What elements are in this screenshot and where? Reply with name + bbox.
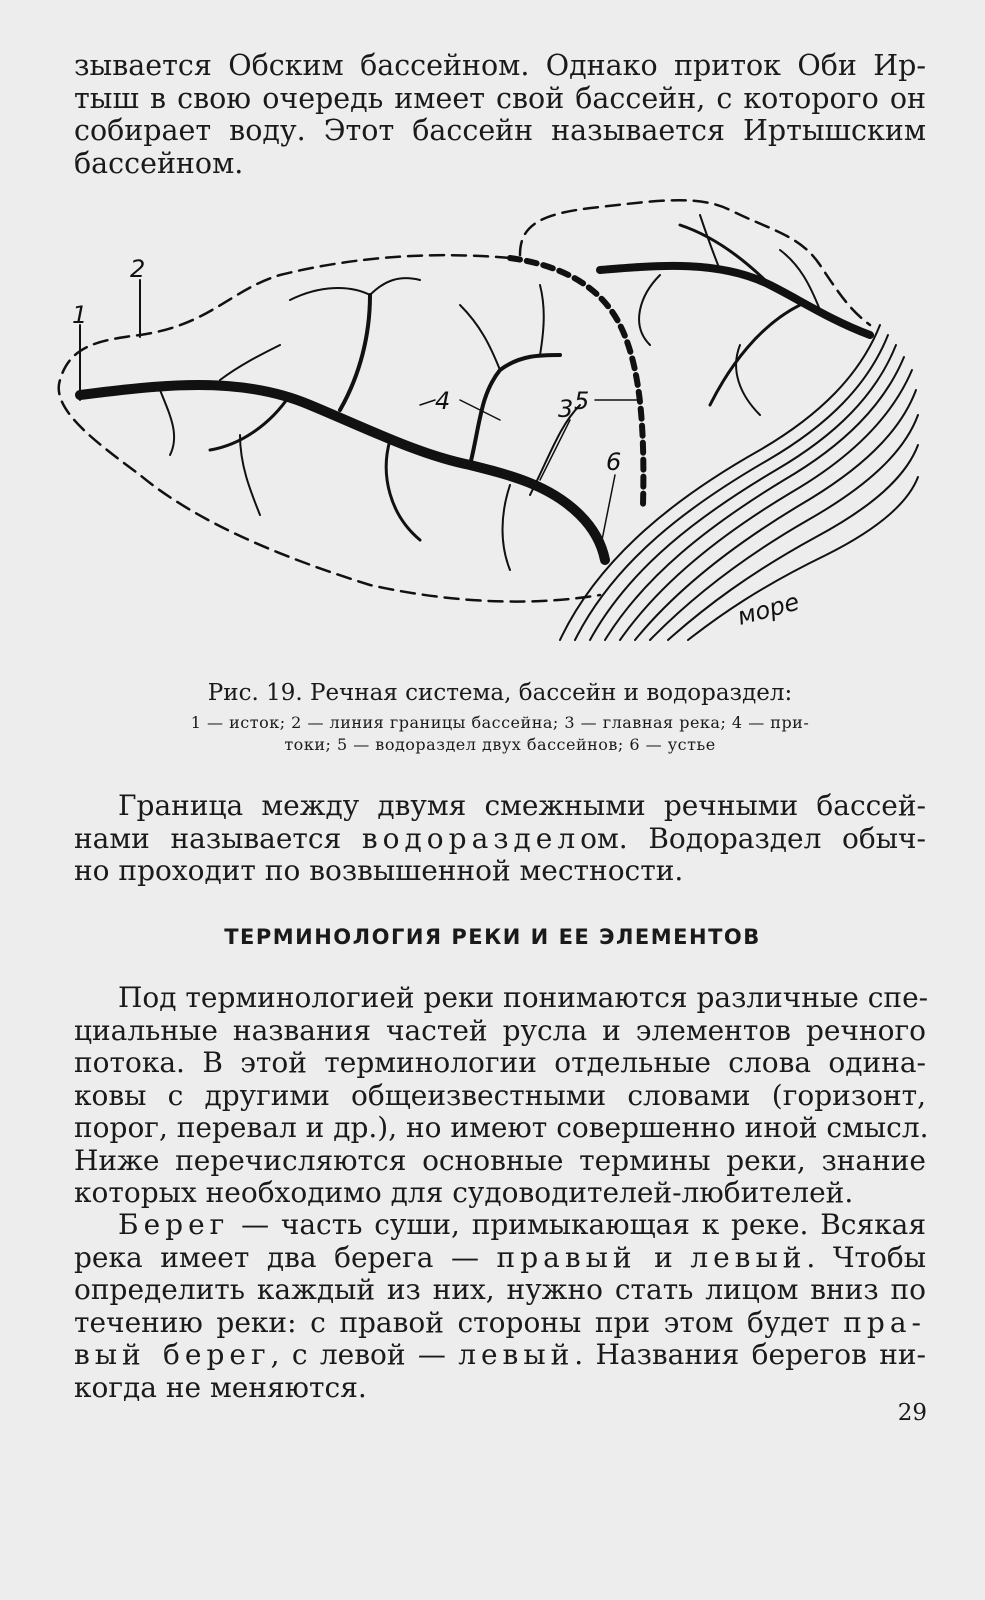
text-run: . Названия берегов ни- [574, 1338, 927, 1371]
text-line: определить каждый из них, нужно стать лицом вниз по [74, 1273, 926, 1306]
spaced-term: левый [458, 1338, 575, 1371]
terminology-paragraph [74, 981, 929, 1210]
text-run: нами называется [74, 821, 362, 855]
text-run: река имеет два берега — [74, 1240, 497, 1274]
text-line [74, 1307, 926, 1340]
text-line [74, 1209, 926, 1242]
caption-title: Рис. 19. Речная система, бассейн и водораздел: [207, 680, 793, 706]
label-number-2: 2 [130, 255, 146, 283]
label-sea: море [734, 587, 803, 631]
spaced-term: Берег [118, 1208, 230, 1241]
section-heading: ТЕРМИНОЛОГИЯ РЕКИ И ЕЕ ЭЛЕМЕНТОВ [224, 925, 761, 949]
label-number-5: 5 [574, 387, 590, 415]
text-line: которых необходимо для судоводителей-любителей. [74, 1176, 854, 1209]
label-number-3: 3 [558, 395, 574, 423]
text-run: . Чтобы [806, 1240, 926, 1274]
tributary [639, 275, 660, 345]
text-line: потока. В этой терминологии отдельные слова одина- [74, 1046, 926, 1079]
text-line: порог, перевал и др.), но имеют совершенно иной смысл. [74, 1111, 929, 1144]
label-number-4: 4 [435, 387, 451, 415]
tributary [386, 440, 420, 540]
label-leader-6 [600, 475, 615, 550]
river-system-figure [40, 195, 920, 665]
text-line [74, 1242, 926, 1275]
text-line: Под терминологией реки понимаются различные спе- [118, 981, 929, 1014]
spaced-term: вый берег [74, 1338, 271, 1371]
caption-legend [110, 712, 890, 756]
spaced-term: правый [496, 1240, 637, 1274]
text-line: когда не меняются. [74, 1370, 367, 1404]
tributary [160, 390, 174, 455]
text-line [74, 1339, 926, 1372]
text-run: и [636, 1240, 691, 1274]
tributary [340, 295, 370, 410]
tributary [370, 278, 420, 295]
intro-paragraph [74, 50, 926, 180]
text-run: — часть суши, примыкающая к реке. Всякая [229, 1208, 926, 1241]
text-line: ковы с другими общеизвестными словами (горизонт, [74, 1078, 926, 1112]
caption-legend-line: 1 — исток; 2 — линия границы бассейна; 3 — главная река; 4 — при- [190, 713, 810, 732]
text-line: бассейном. [74, 146, 244, 180]
label-number-1: 1 [72, 301, 88, 329]
spaced-term: пра- [843, 1305, 926, 1339]
text-line: циальные названия частей русла и элементов речного [74, 1013, 926, 1047]
label-number-6: 6 [606, 448, 622, 476]
tributary [220, 345, 280, 380]
tributary [470, 355, 560, 465]
tributary [210, 395, 290, 450]
text-run: , с левой — [270, 1338, 459, 1371]
figure-caption [110, 680, 890, 756]
tributary [460, 305, 500, 370]
spaced-term: водораздел [361, 821, 581, 855]
text-line [74, 823, 926, 856]
tributary [290, 288, 370, 300]
bank-paragraph [74, 1209, 926, 1404]
text-line: собирает воду. Этот бассейн называется Иртышским [74, 114, 926, 147]
page-number: 29 [897, 1400, 927, 1426]
label-leader-3 [540, 420, 570, 480]
neighbor-river [600, 266, 870, 335]
caption-legend-line: токи; 5 — водораздел двух бассейнов; 6 — устье [284, 735, 716, 754]
text-line: зывается Обским бассейном. Однако приток Оби Ир- [74, 49, 926, 82]
tributary [710, 305, 800, 405]
main-river [80, 385, 605, 560]
text-line: но проходит по возвышенной местности. [74, 854, 684, 887]
watershed-divide-line [510, 258, 643, 505]
text-line: Ниже перечисляются основные термины реки, знание [74, 1143, 926, 1177]
tributary [240, 435, 260, 515]
text-run: течению реки: с правой стороны при этом будет [74, 1305, 844, 1339]
tributary [540, 285, 544, 355]
tributary [503, 485, 511, 570]
watershed-paragraph [74, 790, 926, 888]
spaced-term: левый [690, 1240, 807, 1274]
text-run: ом. Водораздел обыч- [580, 821, 927, 855]
text-line: Граница между двумя смежными речными бассей- [118, 789, 926, 822]
label-leader-4 [420, 400, 500, 420]
text-line: тыш в свою очередь имеет свой бассейн, с которого он [74, 81, 926, 115]
